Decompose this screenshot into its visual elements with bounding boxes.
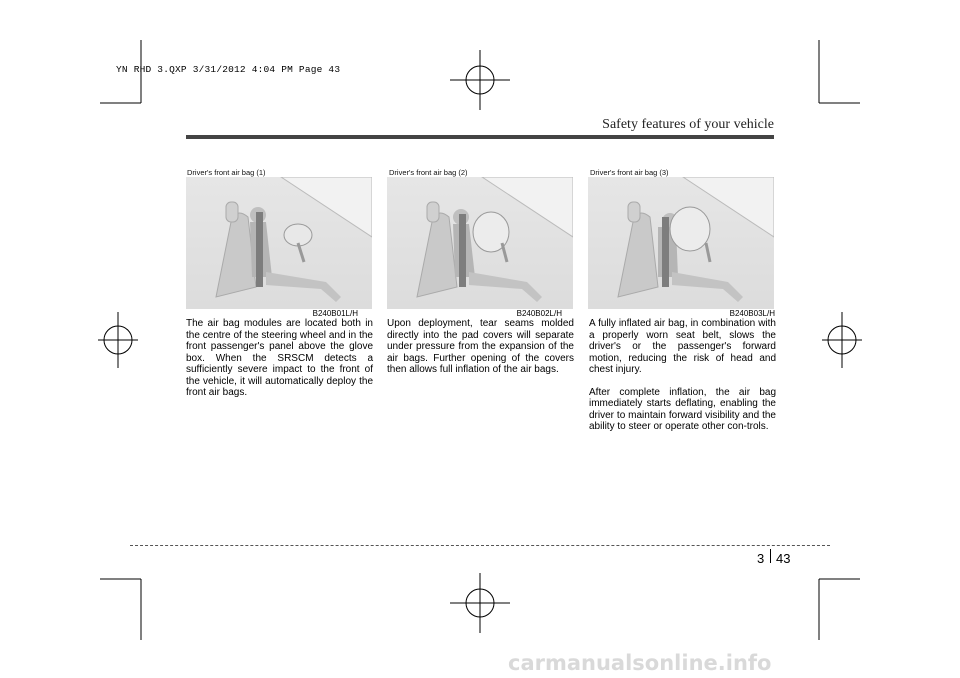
panel-caption-1: Driver's front air bag (1): [187, 168, 266, 177]
paragraph: Upon deployment, tear seams molded directly into the pad covers will separate under pressure from the expansion of the air bags. Further opening of the covers then allows full inflation of the air bags.: [387, 318, 574, 375]
body-text-1: [186, 318, 373, 410]
figure-code-1: B240B01L/H: [312, 309, 358, 318]
figure-code-3: B240B03L/H: [729, 309, 775, 318]
airbag-illustration-2: [387, 177, 573, 309]
watermark: carmanualsonline.info: [508, 651, 772, 675]
airbag-illustration-1: [186, 177, 372, 309]
header-rule: [186, 135, 774, 139]
panel-caption-2: Driver's front air bag (2): [389, 168, 468, 177]
panel-caption-3: Driver's front air bag (3): [590, 168, 669, 177]
section-title: Safety features of your vehicle: [602, 117, 774, 132]
footer-rule: [130, 545, 830, 546]
body-text-2: [387, 318, 574, 387]
paragraph: After complete inflation, the air bag immediately starts deflating, enabling the driver to maintain forward visibility and the ability to steer or operate other con-trols.: [589, 386, 776, 432]
page-separator: [770, 549, 771, 563]
chapter-number: 3: [757, 551, 765, 566]
body-text-3: [589, 318, 776, 444]
paragraph: A fully inflated air bag, in combination with a properly worn seat belt, slows the driver's or the passenger's forward motion, reducing the risk of head and chest injury.: [589, 318, 776, 375]
airbag-illustration-3: [588, 177, 774, 309]
figure-code-2: B240B02L/H: [516, 309, 562, 318]
print-slug: YN RHD 3.QXP 3/31/2012 4:04 PM Page 43: [116, 64, 341, 75]
page-number: 43: [776, 551, 791, 566]
paragraph: The air bag modules are located both in the centre of the steering wheel and in the front passenger's panel above the glove box. When the SRSCM detects a sufficiently severe impact to the front of the vehicle, it will automatically deploy the front air bags.: [186, 318, 373, 398]
